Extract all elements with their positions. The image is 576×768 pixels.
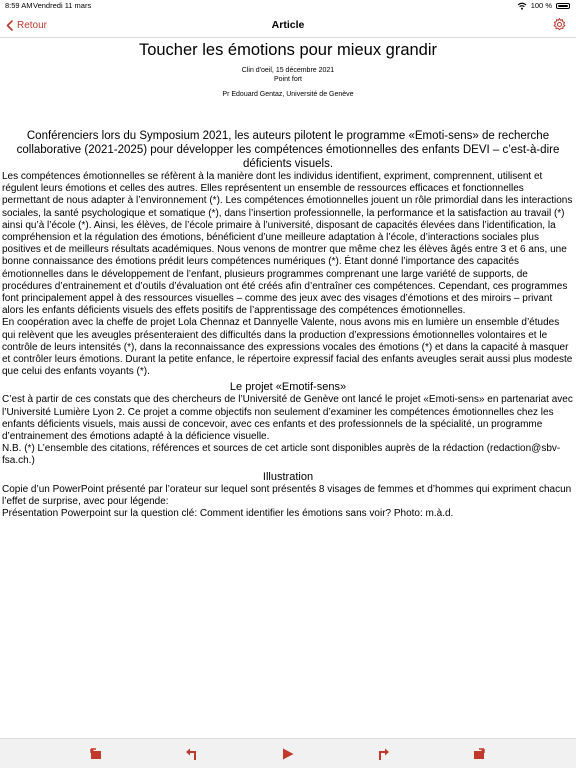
next-article-icon[interactable] [376, 747, 390, 761]
article-paragraph: En coopération avec la cheffe de projet Lola Chennaz et Dannyelle Valente, nous avons mis en lumière un ensemble d’études qui relèvent que les aveugles présenteraient des difficultés dans la production d’expressions émotionnelles volontaires et le contrôle de leurs intensités (*), dans la reconnaissance des expressions vocales des émotions (*) et dans la capacité à masquer et contrôler leurs émotions. Durant la petite enfance, le répertoire expressif facial des enfants aveugles serait aussi plus modeste que celui des enfants voyants (*). [2, 317, 573, 378]
article-source: Clin d'oeil, 15 décembre 2021 [241, 67, 335, 74]
article-subheading: Le projet «Emotif-sens» [229, 381, 347, 394]
status-date: Vendredi 11 mars [33, 1, 92, 10]
article-title: Toucher les émotions pour mieux grandir [138, 41, 438, 59]
navigation-bar [0, 12, 576, 38]
battery-percent: 100 % [530, 1, 552, 10]
status-time: 8:59 AM [5, 1, 33, 10]
article-paragraph: Copie d’un PowerPoint présenté par l’orateur sur lequel sont présentés 8 visages de femmes et d’hommes qui expriment chacun l’effet de surprise, avec pour légende: [2, 483, 572, 507]
article-paragraph: N.B. (*) L’ensemble des citations, références et sources de cet article sont disponibles auprès de la rédaction (redaction@sbv-fsa.ch.) [2, 443, 561, 467]
article-section: Point fort [273, 76, 302, 83]
page-title: Article [271, 19, 305, 31]
status-right [517, 0, 570, 12]
article-content[interactable] [0, 38, 576, 738]
bottom-toolbar [0, 738, 576, 768]
article-lead: Conférenciers lors du Symposium 2021, les auteurs pilotent le programme «Emoti-sens» de recherche collaborative (2021-2025) pour développer les compétences émotionnelles des enfants DEVI – c’est-à-dire déficients visuels. [16, 130, 560, 170]
gear-icon[interactable] [552, 17, 567, 32]
battery-icon [556, 3, 570, 9]
status-bar [0, 0, 576, 12]
play-audio-icon[interactable] [281, 747, 295, 761]
article-paragraph: Les compétences émotionnelles se réfèrent à la manière dont les individus identifient, expriment, comprennent, utilisent et régulent leurs émotions et celles des autres. Elles représentent un ensemble de ressources efficaces et fonctionnelles permettant de nous adapter à l’environnement (*). Les compétences émotionnelles jouent un rôle primordial dans les interactions sociales, la santé psychologique et somatique (*), dans l’insertion professionnelle, la performance et la satisfaction au travail (*) ainsi qu’à l’école (*). Ainsi, les élèves, de l’école primaire à l’université, disposant de capacités élevées dans l’identification, la compréhension et la régulation des émotions, bénéficient d’une meilleure adaptation à l’école, d’interactions sociales plus positives et de meilleurs résultats académiques. Nous venons de montrer que même chez les élèves âgés entre 3 et 6 ans, une bonne connaissance des émotions prédit leurs compétences numériques (*). Étant donné l’importance des capacités émotionnelles dans le développement de l’enfant, plusieurs programmes comprenant une large variété de supports, de procédures d’entrainement et d’outils d’évaluation ont été créés afin d’entraîner ces compétences. Cependant, ces programmes font principalement appel à des ressources visuelles – comme des jeux avec des visages d’émotions et des miroirs – privant alors les enfants déficients visuels des effets positifs de l’apprentissage des compétences émotionnelles. [2, 171, 573, 317]
wifi-icon [517, 2, 527, 10]
article-paragraph: C’est à partir de ces constats que des chercheurs de l’Université de Genève ont lancé le projet «Emoti-sens» en partenariat avec l’Université Lumière Lyon 2. Ce projet a comme objectifs non seulement d’examiner les compétences émotionnelles chez les enfants déficients visuels, mais aussi de concevoir, avec ces enfants et des professionnels de la spécialité, un programme d’entrainement des émotions adapté à la déficience visuelle. [2, 394, 573, 443]
article-paragraph: Présentation Powerpoint sur la question clé: Comment identifier les émotions sans voir? Photo: m.à.d. [2, 508, 454, 520]
back-button-label: Retour [17, 19, 48, 31]
previous-article-icon[interactable] [185, 747, 199, 761]
last-article-icon[interactable] [472, 747, 486, 761]
article-subheading: Illustration [262, 470, 314, 483]
first-article-icon[interactable] [89, 747, 103, 761]
article-body [0, 171, 576, 520]
article-author: Pr Edouard Gentaz, Université de Genève [222, 91, 354, 98]
